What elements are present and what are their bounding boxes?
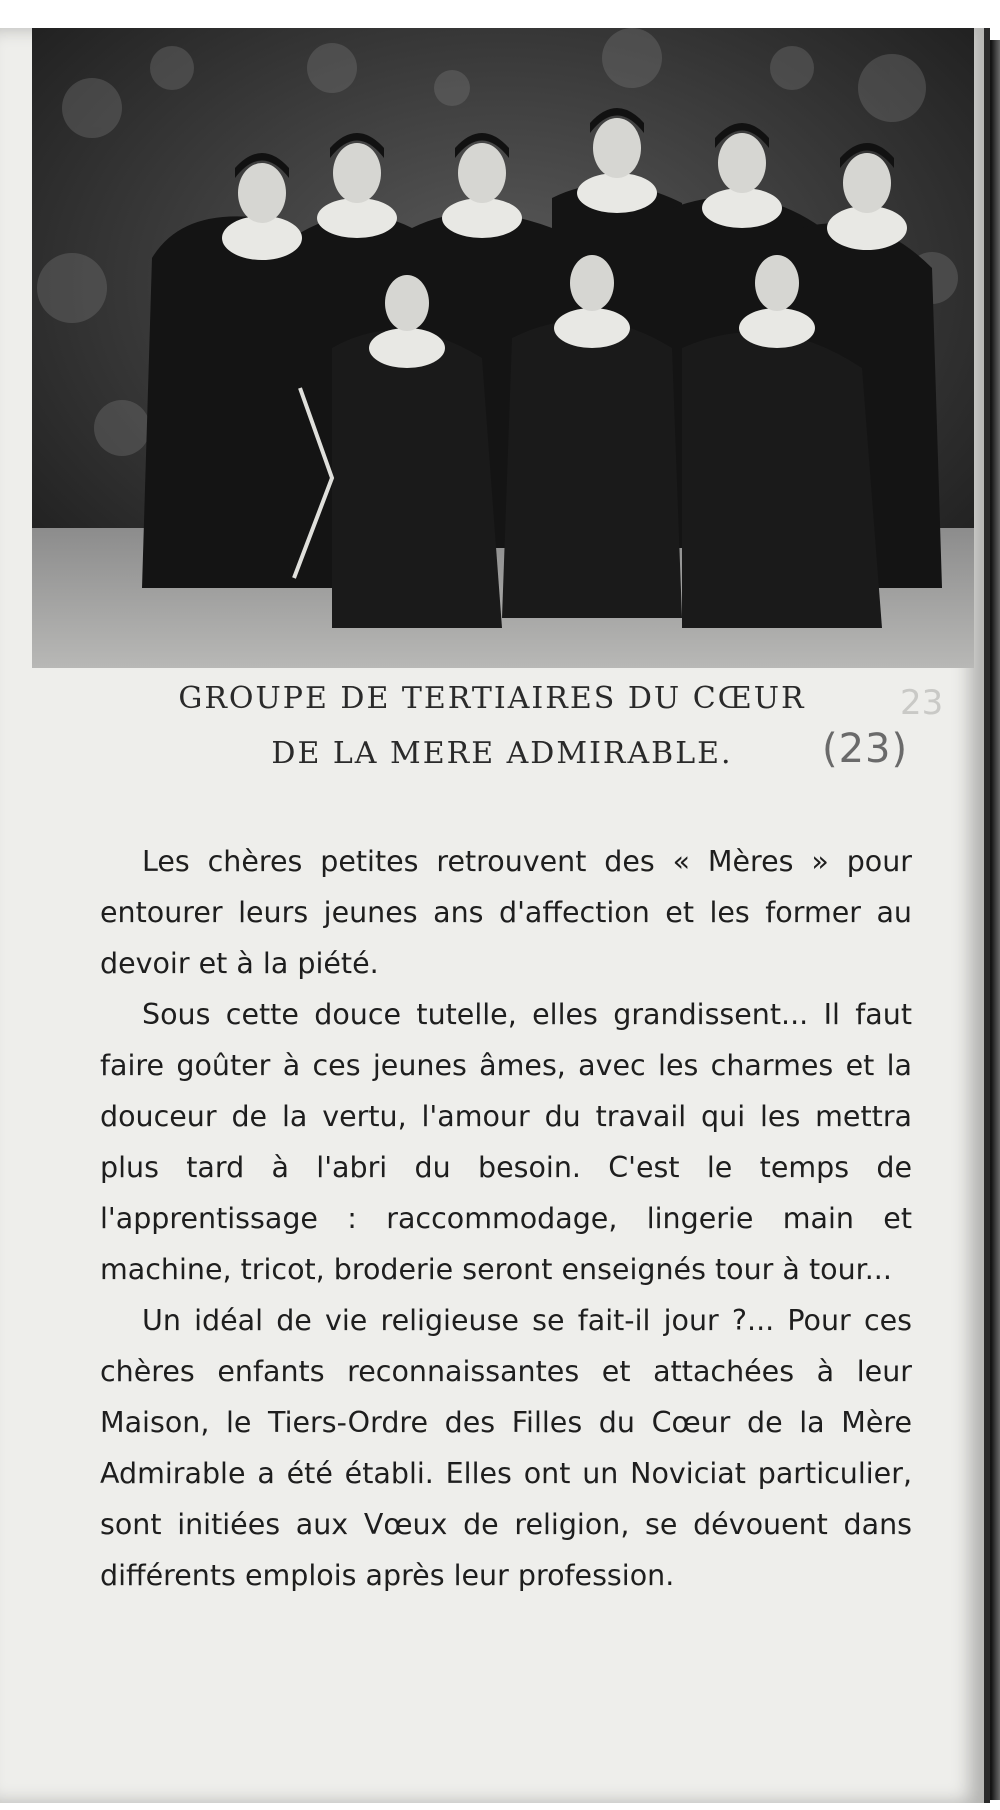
- photo-caption-line-2: DE LA MERE ADMIRABLE.: [271, 736, 733, 771]
- paragraph-1: Les chères petites retrouvent des « Mères » pour entourer leurs jeunes ans d'affection et les former au devoir et à la piété.: [100, 845, 912, 980]
- faint-page-number: 23: [900, 683, 944, 723]
- paragraph-3: Un idéal de vie religieuse se fait-il jour ?... Pour ces chères enfants reconnaissantes et attachées à leur Maison, le Tiers-Ordre des Filles du Cœur de la Mère Admirable a été établi. Elles ont un Noviciat particulier, sont initiées aux Vœux de religion, se dévouent dans différents emplois après leur profession.: [100, 1304, 912, 1592]
- handwritten-page-number: (23): [822, 726, 909, 772]
- body-text: [100, 836, 912, 1601]
- group-photo: [32, 28, 974, 668]
- group-photo-illustration: [32, 28, 974, 668]
- book-page: [0, 28, 990, 1803]
- photo-caption-line-1: GROUPE DE TERTIAIRES DU CŒUR: [178, 681, 806, 716]
- paragraph-2: Sous cette douce tutelle, elles grandissent... Il faut faire goûter à ces jeunes âmes, avec les charmes et la douceur de la vertu, l'amour du travail qui les mettra plus tard à l'abri du besoin. C'est le temps de l'apprentissage : raccommodage, lingerie main et machine, tricot, broderie seront enseignés tour à tour...: [100, 998, 912, 1286]
